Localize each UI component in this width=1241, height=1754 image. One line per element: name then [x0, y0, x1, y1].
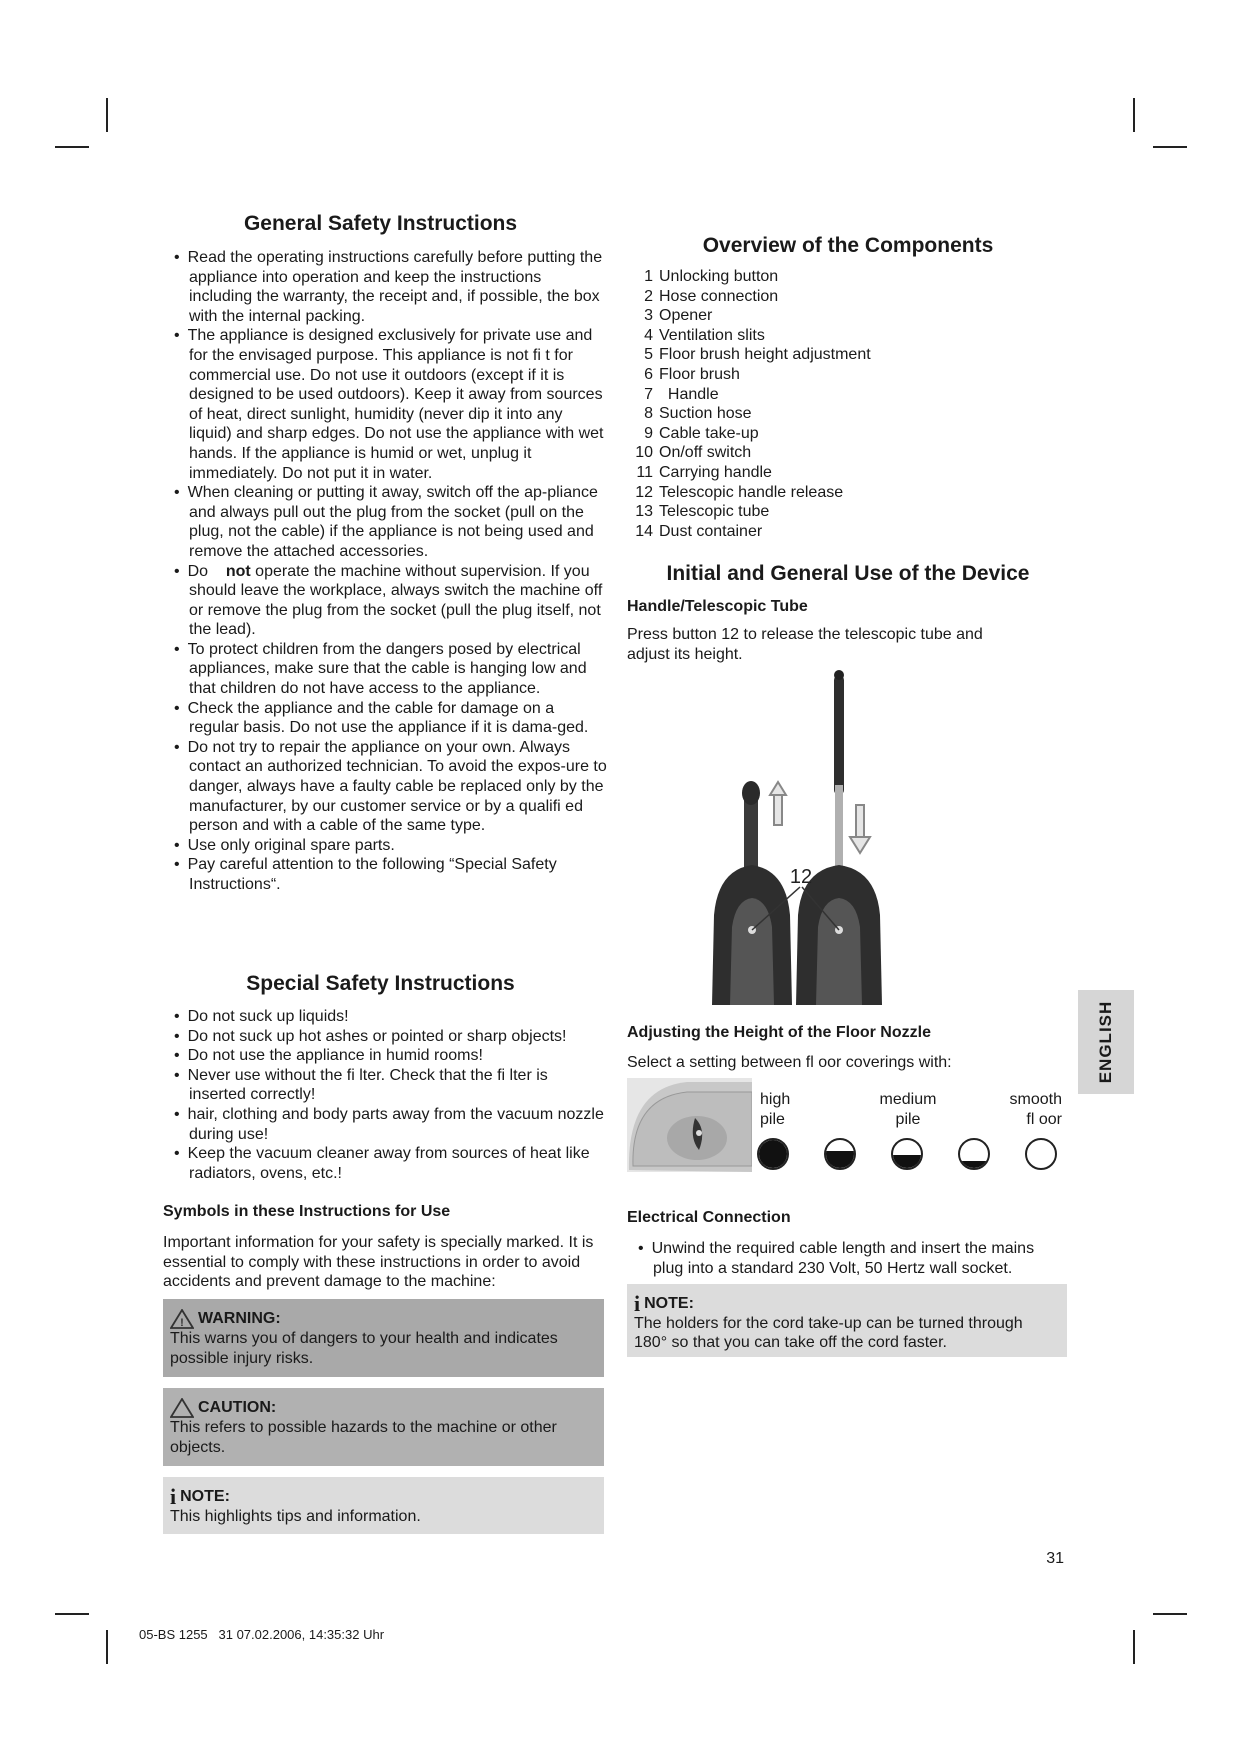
pile-level-icon [891, 1138, 923, 1170]
list-item: 8 Suction hose [644, 405, 752, 423]
list-item: • Do not suck up liquids! [163, 1007, 608, 1027]
electrical-title: Electrical Connection [627, 1209, 791, 1226]
list-item: • When cleaning or putting it away, switch off the ap-pliance and always pull out the plug from the socket (pull on the plug, not the cable) if the appliance is not being used and remove the attached accessories. [163, 483, 608, 561]
telescopic-tube-figure [700, 665, 980, 1005]
list-item: • Read the operating instructions carefully before putting the appliance into operation and keep the instructions including the warranty, the receipt and, if possible, the box with the internal packing. [163, 248, 608, 326]
pile-high-label: high pile [760, 1091, 791, 1128]
list-item: • Keep the vacuum cleaner away from sources of heat like radiators, ovens, etc.! [163, 1144, 608, 1183]
list-item: • Never use without the fi lter. Check that the fi lter is inserted correctly! [163, 1066, 608, 1105]
crop-mark [1133, 98, 1135, 132]
page-number: 31 [1046, 1550, 1064, 1567]
list-item: 9 Cable take-up [644, 424, 759, 442]
language-tab [1078, 990, 1134, 1094]
caution-box [163, 1388, 604, 1466]
donot-bold: not [225, 562, 251, 580]
list-item: 14 Dust container [635, 522, 763, 540]
note-box [163, 1477, 604, 1534]
pile-level-icon [958, 1138, 990, 1170]
note-title: NOTE: [180, 1488, 230, 1505]
warning-text: This warns you of dangers to your health and indicates possible injury risks. [170, 1330, 558, 1367]
warning-triangle-icon [170, 1309, 194, 1329]
caution-triangle-icon [170, 1398, 194, 1418]
nozzle-title: Adjusting the Height of the Floor Nozzle [627, 1024, 931, 1041]
crop-mark [106, 98, 108, 132]
list-item: 6 Floor brush [644, 365, 740, 383]
pile-medium-label: medium pile [879, 1091, 937, 1128]
language-tab-label: ENGLISH [1096, 1000, 1115, 1084]
list-item: • Pay careful attention to the following “Special Safety Instructions“. [163, 855, 608, 894]
pile-smooth-label: smooth fl oor [1009, 1091, 1062, 1128]
list-item: • Use only original spare parts. [163, 836, 608, 856]
list-item: • Do not use the appliance in humid rooms! [163, 1046, 608, 1066]
crop-mark [1153, 1613, 1187, 1615]
general-safety-list [163, 248, 608, 895]
handle-title: Handle/Telescopic Tube [627, 598, 808, 615]
list-item: • Do not suck up hot ashes or pointed or sharp objects! [163, 1027, 608, 1047]
down-arrow-icon [850, 805, 870, 853]
pile-level-icon [824, 1138, 856, 1170]
components-list [625, 267, 871, 541]
overview-title: Overview of the Components [702, 234, 994, 257]
list-item: • To protect children from the dangers posed by electrical appliances, make sure that the cable is hanging low and that children do not have access to the appliance. [163, 640, 608, 699]
info-icon: i [634, 1290, 641, 1316]
warning-title: WARNING: [198, 1310, 281, 1328]
note-text: This highlights tips and information. [170, 1507, 421, 1525]
list-item: 11 Carrying handle [636, 463, 772, 481]
electrical-note-box [627, 1284, 1067, 1357]
list-item: 10 On/off switch [635, 444, 752, 462]
svg-text:!: ! [180, 1317, 184, 1329]
warning-box [163, 1299, 604, 1377]
crop-mark [55, 1613, 89, 1615]
handle-text: Press button 12 to release the telescopic tube and adjust its height. [627, 626, 983, 663]
crop-mark [1153, 146, 1187, 148]
figure-callout: 12 [789, 866, 813, 888]
info-icon: i [170, 1483, 177, 1509]
special-safety-title: Special Safety Instructions [246, 972, 515, 995]
list-item: • Do not try to repair the appliance on your own. Always contact an authorized technician. To avoid the expos-ure to danger, always have a faulty cable be replaced only by the manufacturer, by our customer service or by a qualifi ed person and with a cable of the same type. [163, 738, 608, 836]
caution-text: This refers to possible hazards to the machine or other objects. [170, 1419, 557, 1456]
note-text: The holders for the cord take-up can be turned through 180° so that you can take off the cord faster. [634, 1314, 1023, 1352]
list-item: 7 Handle [644, 385, 719, 403]
footer-imprint: 05-BS 1255 31 07.02.2006, 14:35:32 Uhr [139, 1627, 385, 1642]
list-item: 2 Hose connection [644, 287, 779, 305]
list-item [163, 562, 608, 640]
donot-rest: operate the machine without supervision. If you should leave the workplace, always switch the machine off or remove the plug from the socket (pull the plug itself, not the lead). [189, 562, 603, 639]
list-item: • The appliance is designed exclusively for private use and for the envisaged purpose. This appliance is not fi t for commercial use. Do not use it outdoors (except if it is designed to be used outdoors). Keep it away from sources of heat, direct sunlight, humidity (never dip it into any liquid) and sharp edges. Do not use the appliance with wet hands. If the appliance is humid or wet, unplug it immediately. Do not put it in water. [163, 326, 608, 483]
list-item: • Check the appliance and the cable for damage on a regular basis. Do not use the appliance if it is dama-ged. [163, 699, 608, 738]
list-item: 12 Telescopic handle release [635, 483, 844, 501]
symbols-title: Symbols in these Instructions for Use [163, 1203, 451, 1220]
list-item: 4 Ventilation slits [644, 326, 765, 344]
crop-mark [106, 1630, 108, 1664]
pile-level-icon [1025, 1138, 1057, 1170]
up-arrow-icon [770, 782, 786, 825]
list-item: 1 Unlocking button [644, 268, 779, 285]
initial-use-title: Initial and General Use of the Device [666, 562, 1030, 585]
floor-nozzle-image [627, 1078, 752, 1172]
symbols-text: Important information for your safety is specially marked. It is essential to comply with these instructions in order to avoid accidents and prevent damage to the machine: [163, 1234, 594, 1291]
pile-level-icon [757, 1138, 789, 1170]
donot-prefix: Do [187, 562, 209, 580]
note-title: NOTE: [644, 1295, 694, 1312]
list-item: • Unwind the required cable length and insert the mains plug into a standard 230 Volt, 50 Hertz wall socket. [627, 1239, 1067, 1278]
general-safety-title: General Safety Instructions [243, 212, 518, 235]
list-item: 13 Telescopic tube [635, 503, 770, 521]
list-item: 3 Opener [644, 307, 713, 325]
list-item: 5 Floor brush height adjustment [644, 346, 871, 364]
crop-mark [55, 146, 89, 148]
caution-title: CAUTION: [198, 1399, 277, 1417]
list-item: • hair, clothing and body parts away from the vacuum nozzle during use! [163, 1105, 608, 1144]
crop-mark [1133, 1630, 1135, 1664]
nozzle-text: Select a setting between fl oor coverings with: [627, 1054, 952, 1071]
electrical-list [627, 1239, 1067, 1278]
special-safety-list [163, 1007, 608, 1183]
